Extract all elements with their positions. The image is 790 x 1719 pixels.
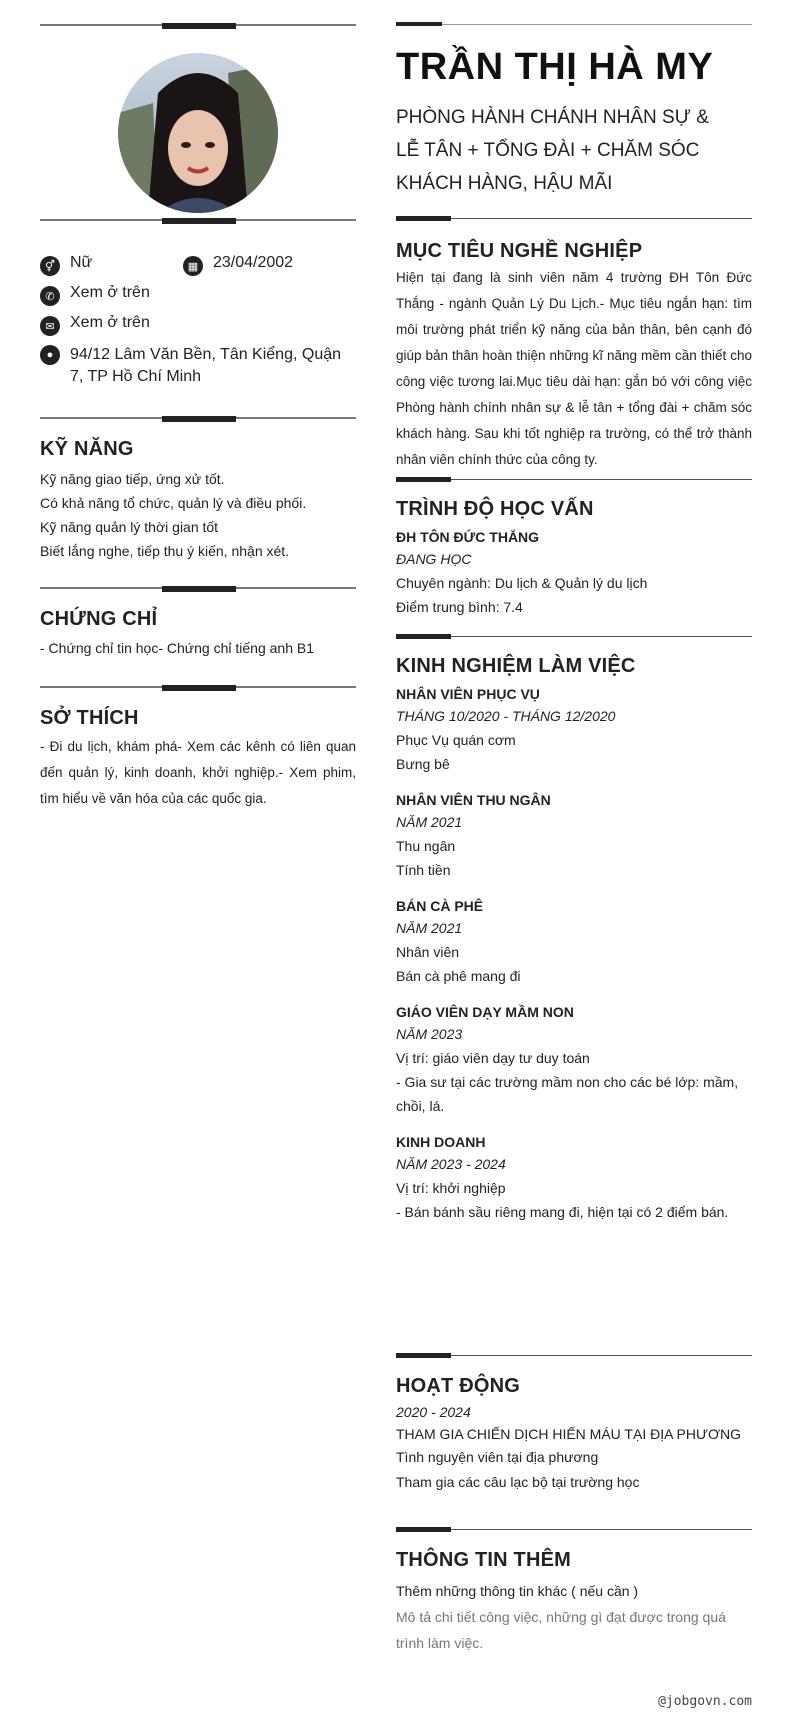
divider [40,685,356,689]
hobbies-title: SỞ THÍCH [40,707,139,729]
skills-section [40,438,356,563]
divider [40,218,356,222]
divider [396,216,752,222]
dob-value: 23/04/2002 [213,254,294,271]
school-name: ĐH TÔN ĐỨC THẮNG [396,529,540,545]
job-title: GIÁO VIÊN DẠY MẦM NON [396,1004,574,1020]
job-date: NĂM 2021 [396,814,463,830]
activities-section [396,1375,752,1494]
email-row [40,314,356,336]
divider [396,1353,752,1359]
job-date: THÁNG 10/2020 - THÁNG 12/2020 [396,708,616,724]
additional-title: THÔNG TIN THÊM [396,1549,572,1571]
job-line: - Bán bánh sầu riêng mang đi, hiện tại có 2 điểm bán. [396,1204,729,1220]
job-date: NĂM 2023 - 2024 [396,1156,506,1172]
skill-item: Biết lắng nghe, tiếp thu ý kiến, nhận xét. [40,543,290,559]
additional-text: Thêm những thông tin khác ( nếu cần ) [396,1583,639,1599]
education-status: ĐANG HỌC [396,551,472,567]
experience-section [396,655,752,1224]
job-entry [396,896,752,988]
objective-section [396,240,752,473]
job-date: NĂM 2023 [396,1026,463,1042]
divider [40,23,356,27]
address-row [40,344,356,388]
divider [40,416,356,420]
hobbies-section [40,707,356,812]
dob-row [183,254,293,276]
divider [396,1527,752,1533]
job-line: Tính tiền [396,862,451,878]
divider [396,477,752,483]
hobbies-text: - Đi du lịch, khám phá- Xem các kênh có liên quan đến quản lý, kinh doanh, khởi nghiệp.- Xem phim, tìm hiểu về văn hóa của các quốc gia. [40,739,356,806]
job-line: - Gia sư tại các trường mầm non cho các bé lớp: mầm, chồi, lá. [396,1074,739,1114]
job-line: Vị trí: khởi nghiệp [396,1180,506,1196]
education-major: Chuyên ngành: Du lịch & Quản lý du lịch [396,575,648,591]
candidate-position: PHÒNG HÀNH CHÁNH NHÂN SỰ & LỄ TÂN + TỔNG ĐÀI + CHĂM SÓC KHÁCH HÀNG, HẬU MÃI [396,107,709,194]
skill-item: Kỹ năng giao tiếp, ứng xử tốt. [40,471,225,487]
additional-hint: Mô tả chi tiết công việc, những gì đạt được trong quá trình làm việc. [396,1609,726,1651]
skill-item: Có khả năng tổ chức, quản lý và điều phối. [40,495,307,511]
job-title: KINH DOANH [396,1134,486,1150]
job-line: Nhân viên [396,944,460,960]
job-entry [396,1132,752,1224]
education-title: TRÌNH ĐỘ HỌC VẤN [396,498,594,520]
divider [396,22,752,28]
job-line: Phục Vụ quán cơm [396,732,516,748]
activity-line: Tình nguyện viên tại địa phương [396,1449,599,1465]
activity-line: Tham gia các câu lạc bộ tại trường học [396,1474,640,1490]
education-gpa: Điểm trung bình: 7.4 [396,599,523,615]
job-line: Thu ngân [396,838,456,854]
phone-value: Xem ở trên [70,284,150,301]
job-entry [396,684,752,776]
gender-row [40,254,183,276]
certificates-title: CHỨNG CHỈ [40,608,158,630]
job-entry [396,1002,752,1118]
job-entry [396,790,752,882]
avatar-photo [118,53,278,213]
certificates-section [40,608,356,661]
education-section [396,498,752,619]
skills-title: KỸ NĂNG [40,438,134,460]
additional-section [396,1549,752,1656]
address-value: 94/12 Lâm Văn Bền, Tân Kiểng, Quận 7, TP Hồ Chí Minh [70,346,342,385]
email-value: Xem ở trên [70,314,150,331]
avatar [118,53,278,213]
phone-icon: ✆ [40,286,60,306]
footer-watermark: @jobgovn.com [658,1694,752,1709]
job-title: BÁN CÀ PHÊ [396,898,484,914]
gender-icon: ⚥ [40,256,60,276]
job-title: NHÂN VIÊN PHỤC VỤ [396,686,540,702]
divider [40,586,356,590]
job-line: Vị trí: giáo viên dạy tư duy toán [396,1050,590,1066]
divider [396,634,752,640]
gender-value: Nữ [70,254,93,271]
job-date: NĂM 2021 [396,920,463,936]
skill-item: Kỹ năng quản lý thời gian tốt [40,519,219,535]
experience-title: KINH NGHIỆM LÀM VIỆC [396,655,636,677]
activities-title: HOẠT ĐỘNG [396,1375,521,1397]
activity-name: THAM GIA CHIẾN DỊCH HIẾN MÁU TẠI ĐỊA PHƯƠNG [396,1426,741,1442]
certificates-text: - Chứng chỉ tin học- Chứng chỉ tiếng anh B1 [40,640,315,656]
activity-date: 2020 - 2024 [396,1404,471,1420]
objective-text: Hiện tại đang là sinh viên năm 4 trường ĐH Tôn Đức Thắng - ngành Quản Lý Du Lịch.- Mục tiêu ngắn hạn: tìm môi trường phát triển kỹ năng của bản thân, bên cạnh đó giúp bản thân hoàn thiện những kĩ năng mềm cần thiết cho công việc tương lai.Mục tiêu dài hạn: gắn bó với công việc Phòng hành chính nhân sự & lễ tân + tổng đài + chăm sóc khách hàng. Sau khi tốt nghiệp ra trường, có thể trở thành nhân viên chính thức của công ty. [396,270,752,467]
calendar-icon: ▦ [183,256,203,276]
job-title: NHÂN VIÊN THU NGÂN [396,792,551,808]
job-line: Bán cà phê mang đi [396,968,521,984]
candidate-name: TRẦN THỊ HÀ MY [396,46,714,88]
contact-info [40,254,356,388]
objective-title: MỤC TIÊU NGHỀ NGHIỆP [396,240,643,262]
job-line: Bưng bê [396,756,450,772]
phone-row [40,284,356,306]
email-icon: ✉ [40,316,60,336]
location-pin-icon: ● [40,345,60,365]
